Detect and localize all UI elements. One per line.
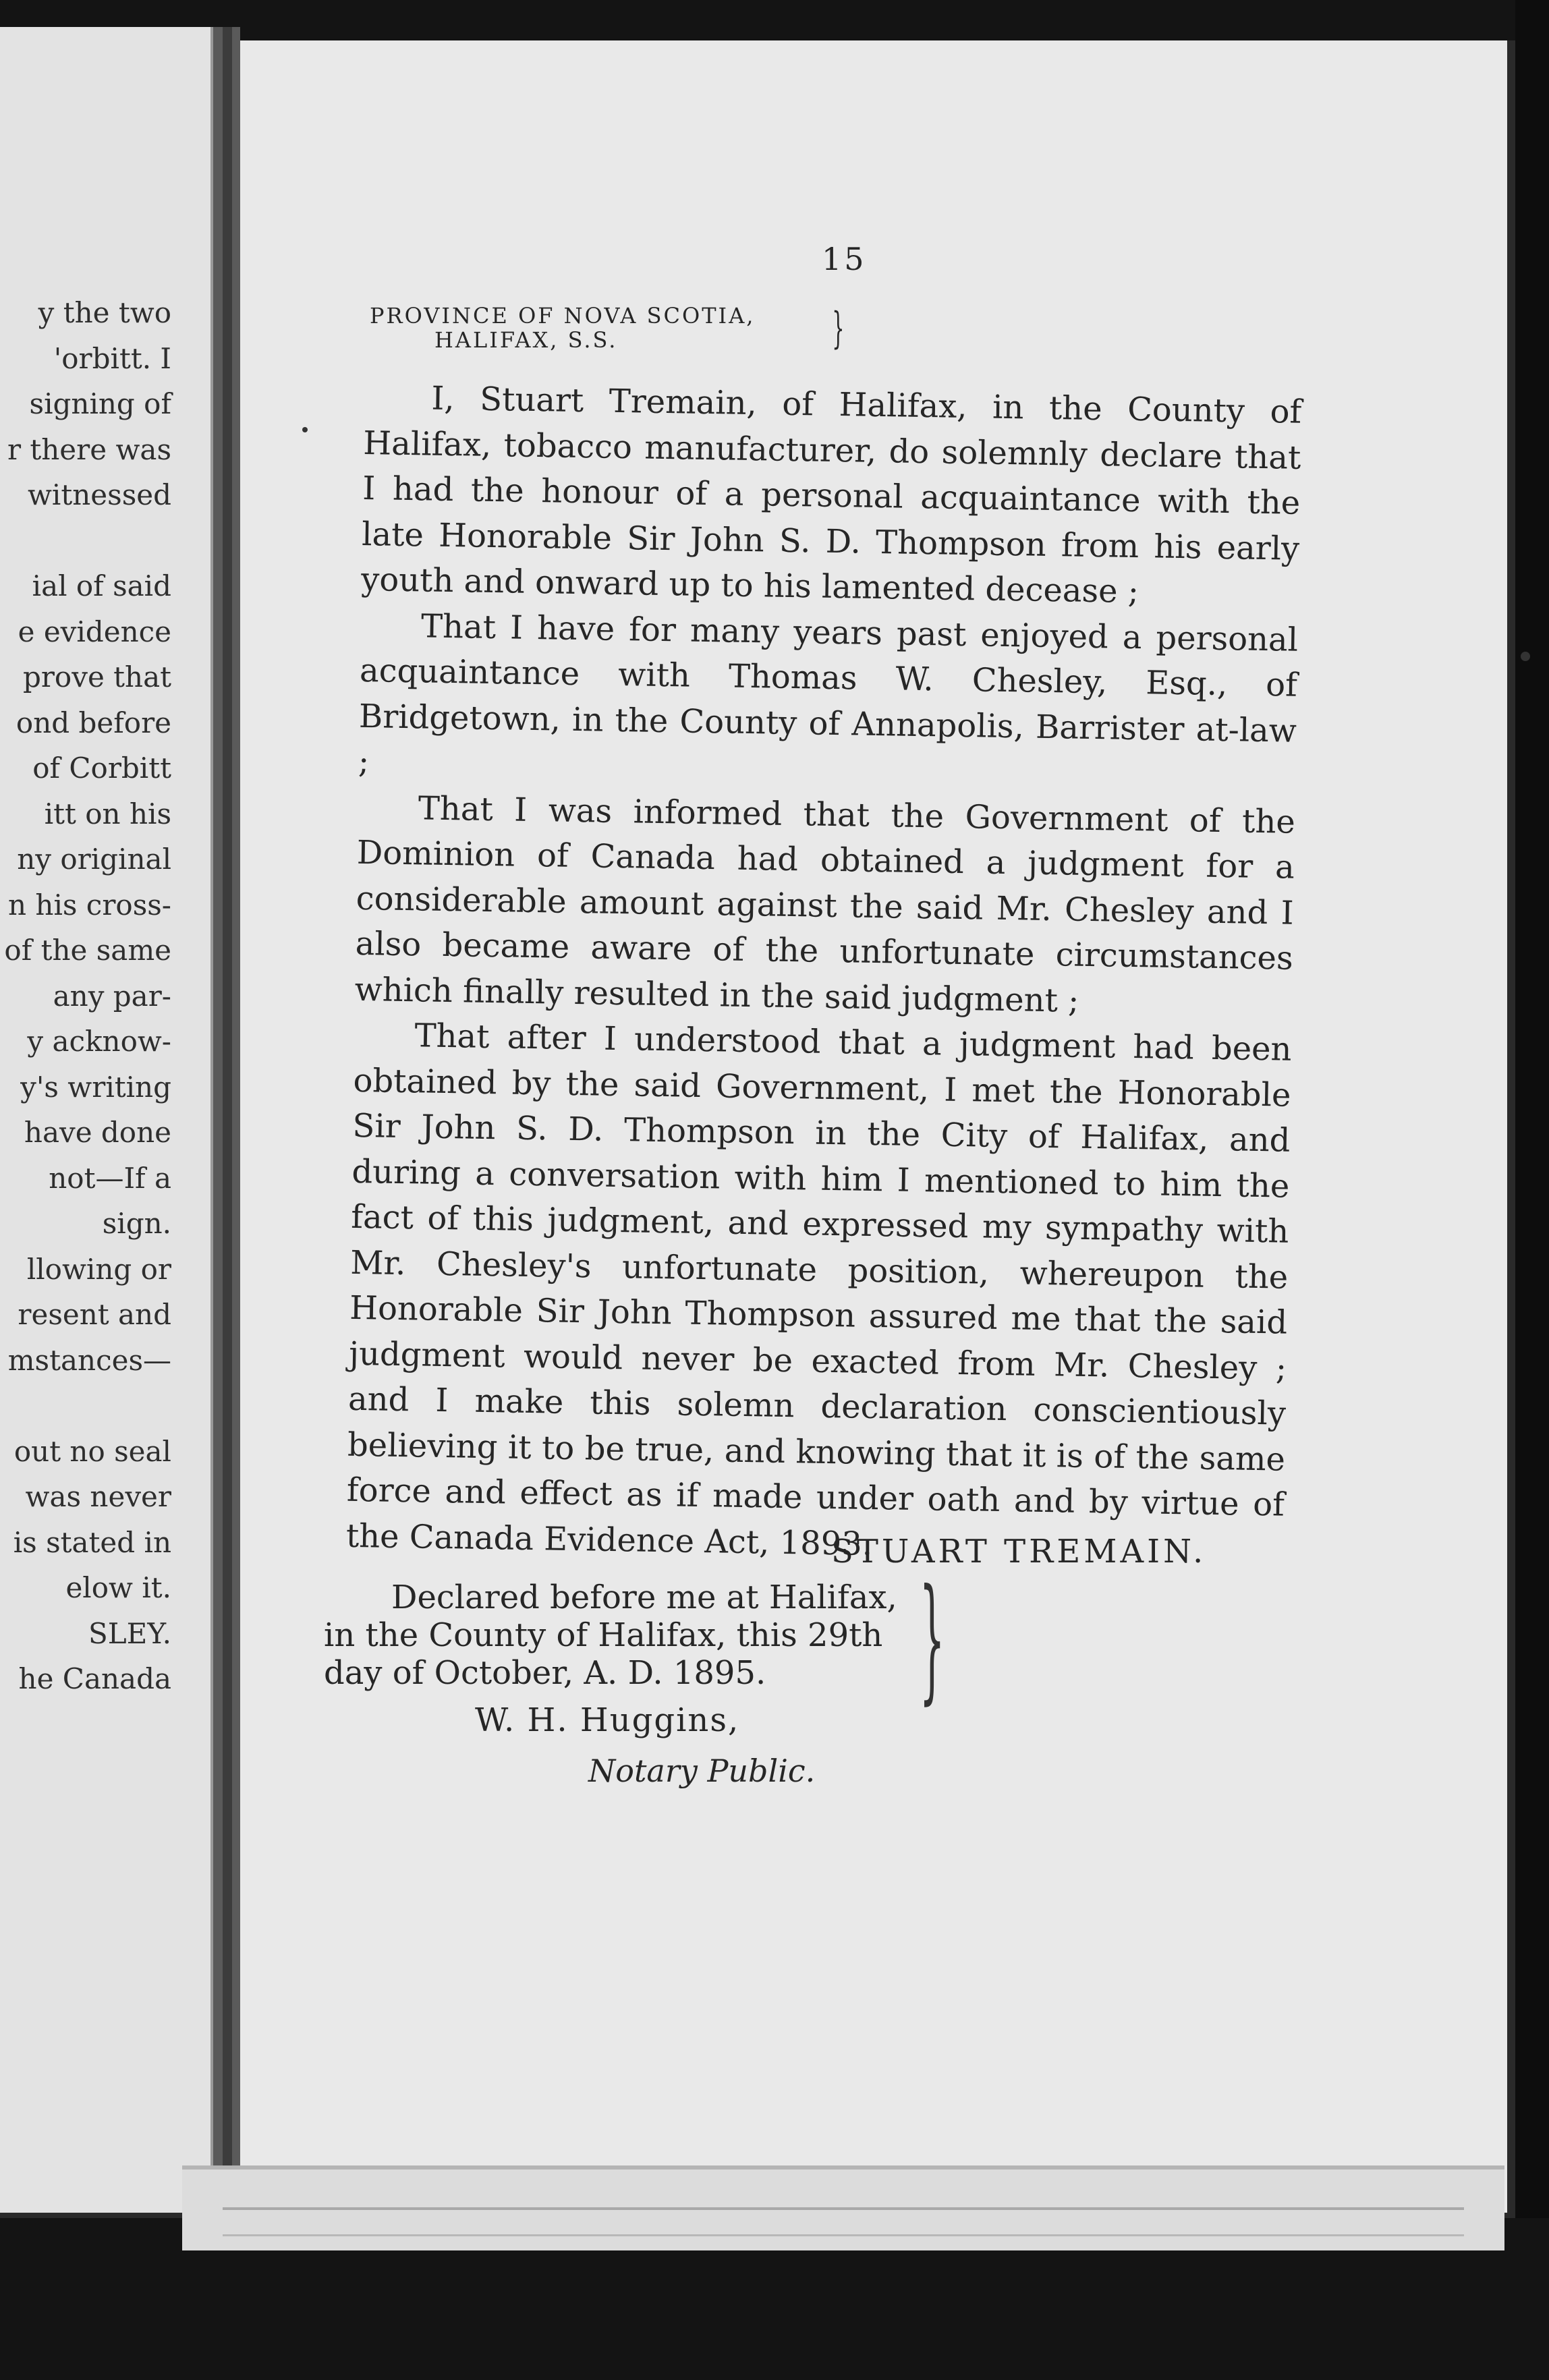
previous-page-line: sign. [102, 1207, 171, 1240]
jurat-brace: } [919, 1560, 945, 1718]
previous-page-line: e evidence [18, 615, 171, 648]
previous-page-line: 'orbitt. I [53, 341, 171, 375]
declaration-body [345, 375, 1301, 1574]
previous-page-line: witnessed [27, 478, 171, 511]
jurat-line: in the County of Halifax, this 29th [324, 1616, 883, 1654]
previous-page-line: of the same [4, 934, 171, 967]
previous-page-line: prove that [22, 660, 171, 693]
previous-page-line: llowing or [26, 1252, 171, 1286]
previous-page-line: n his cross- [8, 888, 171, 922]
notary-name: W. H. Huggins, [475, 1701, 740, 1739]
venue-county: HALIFAX, S.S. [434, 327, 618, 353]
book-binding-shadow [223, 27, 232, 2240]
previous-page-line: have done [24, 1116, 171, 1149]
previous-page-line: signing of [29, 387, 171, 420]
previous-page-line: any par- [53, 979, 171, 1013]
previous-page-line: y acknow- [27, 1025, 171, 1058]
page-bottom-edge [182, 2165, 1504, 2250]
previous-page-line [4, 518, 171, 564]
previous-page-line: not—If a [49, 1161, 171, 1195]
previous-page-line: out no seal [13, 1434, 171, 1468]
previous-page-line: elow it. [65, 1571, 171, 1604]
declaration-paragraph: That after I understood that a judgment had been obtained by the said Government, I met the Honorable Sir John S. D. Thompson in the City of Halifax, and during a conversation with him I mentioned to him the fact of this judgment, and expressed my sympathy with Mr. Chesley's unfortunate position, whereupon the Honorable Sir John Thompson assured me that the said judgment would never be exacted from Mr. Chesley ; and I make this solemn declaration conscientiously believing it to be true, and knowing that it is of the same force and effect as if made under oath and by virtue of the Canada Evidence Act, 1893. [345, 1017, 1292, 1563]
scan-border-right [1515, 0, 1549, 2380]
notary-title: Notary Public. [588, 1753, 816, 1789]
previous-page-line: itt on his [44, 797, 171, 830]
jurat-line: day of October, A. D. 1895. [324, 1654, 766, 1692]
previous-page-line: of Corbitt [32, 752, 171, 785]
previous-page-line: ny original [17, 843, 171, 876]
venue-brace: } [832, 304, 845, 353]
jurat-line: Declared before me at Halifax, [391, 1579, 897, 1616]
previous-page-line: resent and [18, 1298, 171, 1331]
previous-page-line: was never [25, 1480, 171, 1513]
declaration-jurat [324, 1579, 897, 1692]
declarant-signature: STUART TREMAIN. [831, 1533, 1207, 1570]
previous-page-line: he Canada [18, 1662, 171, 1695]
previous-page-text [4, 290, 171, 1702]
previous-page-line [4, 1383, 171, 1429]
previous-page-line: ond before [16, 706, 171, 739]
previous-page-line: ial of said [32, 569, 171, 602]
venue-heading [370, 304, 755, 352]
page-edge-rule [223, 2207, 1464, 2210]
page-number: 15 [822, 241, 867, 277]
previous-page-line: mstances— [7, 1343, 171, 1377]
declaration-paragraph: That I have for many years past enjoyed a personal acquaintance with Thomas W. Chesley, Esq., of Bridgetown, in the County of Annapolis, Barrister at-law ; [358, 606, 1299, 781]
previous-page-strip [0, 27, 213, 2213]
page-edge-rule [223, 2234, 1464, 2236]
previous-page-line: y's writing [20, 1070, 171, 1104]
previous-page-line: SLEY. [88, 1616, 171, 1650]
previous-page-line: y the two [38, 296, 171, 329]
scan-speck [302, 427, 308, 432]
venue-province: PROVINCE OF NOVA SCOTIA, [370, 303, 756, 329]
declaration-paragraph: That I was informed that the Government of the Dominion of Canada had obtained a judgment for a considerable amount against the said Mr. Chesley and I also became aware of the unfortunate circumstances which finally resulted in the said judgment ; [354, 789, 1296, 1020]
scan-speck [1521, 652, 1530, 661]
declaration-paragraph: I, Stuart Tremain, of Halifax, in the County of Halifax, tobacco manufacturer, do solemnly declare that I had the honour of a personal acquaintance with the late Honorable Sir John S. D. Thompson from his early youth and onward up to his lamented decease ; [360, 379, 1302, 611]
previous-page-line: r there was [7, 432, 171, 466]
previous-page-line: is stated in [13, 1525, 171, 1559]
